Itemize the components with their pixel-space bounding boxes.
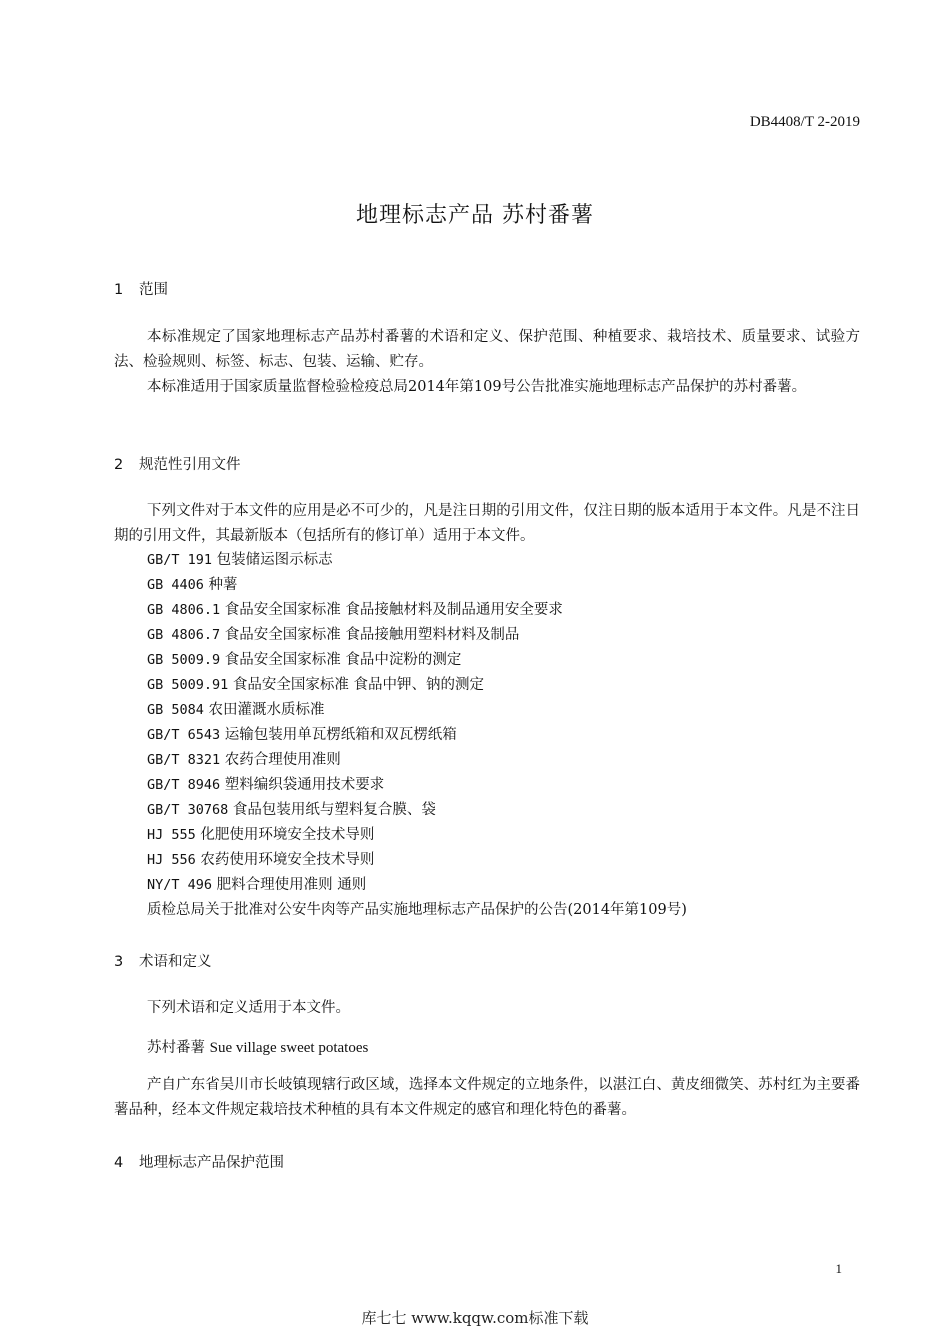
reference-item [147,798,687,823]
reference-name: 农药合理使用准则 [224,752,341,768]
reference-code: GB 5084 [147,702,204,718]
reference-code: GB/T 30768 [147,802,229,818]
document-code: DB4408/T 2-2019 [749,114,860,130]
reference-code: HJ 556 [147,852,196,868]
reference-code: GB/T 8946 [147,777,221,793]
reference-name: 质检总局关于批准对公安牛肉等产品实施地理标志产品保护的公告(2014年第109号) [147,902,687,918]
reference-name: 种薯 [208,577,238,593]
reference-name: 食品包装用纸与塑料复合膜、袋 [232,802,436,818]
reference-name: 包装储运图示标志 [216,552,333,568]
section-1-title: 范围 [139,282,168,298]
section-3-title: 术语和定义 [139,954,212,970]
reference-item [147,598,687,623]
reference-name: 食品安全国家标准 食品中钾、钠的测定 [232,677,484,693]
reference-item [147,673,687,698]
section-3-heading [114,950,212,971]
reference-item [147,723,687,748]
section-4-title: 地理标志产品保护范围 [139,1155,284,1171]
reference-item [147,748,687,773]
reference-item [147,898,687,923]
section-1-paragraph-1: 本标准规定了国家地理标志产品苏村番薯的术语和定义、保护范围、种植要求、栽培技术、质量要求、试验方法、检验规则、标签、标志、包装、运输、贮存。 [114,329,860,370]
reference-code: GB 4806.1 [147,602,221,618]
reference-code: GB 4806.7 [147,627,221,643]
section-2-heading [114,453,241,474]
term-definition: 产自广东省吴川市长岐镇现辖行政区域，选择本文件规定的立地条件，以湛江白、黄皮细微笑、苏村红为主要番薯品种，经本文件规定栽培技术种植的具有本文件规定的感官和理化特色的番薯。 [114,1077,860,1118]
reference-code: GB 4406 [147,577,204,593]
reference-name: 食品安全国家标准 食品接触用塑料材料及制品 [224,627,520,643]
reference-item [147,548,687,573]
reference-item [147,573,687,598]
normative-reference-list [147,548,687,923]
reference-name: 农田灌溉水质标准 [208,702,325,718]
reference-name: 农药使用环境安全技术导则 [200,852,375,868]
reference-code: GB/T 6543 [147,727,221,743]
reference-item [147,698,687,723]
reference-code: GB/T 191 [147,552,213,568]
reference-item [147,648,687,673]
reference-item [147,773,687,798]
reference-name: 塑料编织袋通用技术要求 [224,777,385,793]
document-title: 地理标志产品 苏村番薯 [356,203,594,228]
section-4-number: 4 [114,1155,124,1171]
reference-code: GB/T 8321 [147,752,221,768]
reference-code: HJ 555 [147,827,196,843]
section-1-number: 1 [114,282,124,298]
section-2-number: 2 [114,457,124,473]
reference-name: 运输包装用单瓦楞纸箱和双瓦楞纸箱 [224,727,457,743]
term-name-en: Sue village sweet potatoes [209,1040,369,1056]
reference-item [147,823,687,848]
reference-name: 肥料合理使用准则 通则 [216,877,367,893]
reference-item [147,873,687,898]
term-name-zh: 苏村番薯 [147,1040,205,1056]
section-1-paragraph-2: 本标准适用于国家质量监督检验检疫总局2014年第109号公告批准实施地理标志产品保护的苏村番薯。 [147,379,807,395]
watermark: 库七七 www.kqqw.com标准下载 [361,1309,589,1327]
reference-code: NY/T 496 [147,877,213,893]
section-2-title: 规范性引用文件 [139,457,241,473]
section-4-heading [114,1151,284,1172]
section-2-paragraph-1: 下列文件对于本文件的应用是必不可少的，凡是注日期的引用文件，仅注日期的版本适用于本文件。凡是不注日期的引用文件，其最新版本（包括所有的修订单）适用于本文件。 [114,503,860,544]
reference-code: GB 5009.9 [147,652,221,668]
reference-name: 食品安全国家标准 食品中淀粉的测定 [224,652,462,668]
section-3-paragraph-1: 下列术语和定义适用于本文件。 [147,1000,350,1016]
reference-code: GB 5009.91 [147,677,229,693]
section-3-number: 3 [114,954,124,970]
term-entry [147,1036,368,1057]
reference-name: 化肥使用环境安全技术导则 [200,827,375,843]
reference-item [147,848,687,873]
page-number: 1 [835,1261,842,1276]
section-1-heading [114,278,168,299]
reference-name: 食品安全国家标准 食品接触材料及制品通用安全要求 [224,602,563,618]
reference-item [147,623,687,648]
